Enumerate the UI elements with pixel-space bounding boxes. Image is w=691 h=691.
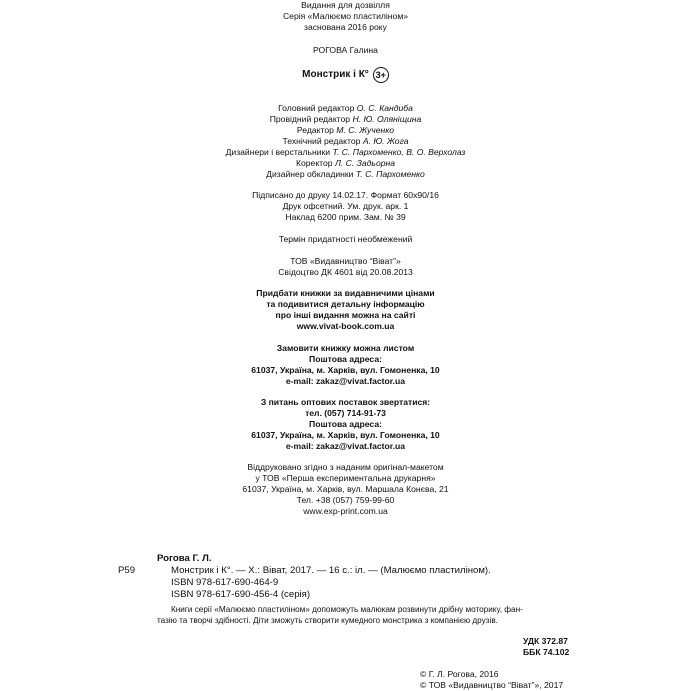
order-email[interactable]: e-mail: zakaz@vivat.factor.ua: [285, 376, 406, 386]
wholesale-email[interactable]: e-mail: zakaz@vivat.factor.ua: [285, 441, 406, 451]
wholesale-line: Поштова адреса:: [309, 419, 382, 429]
udk-code: УДК 372.87: [523, 636, 568, 646]
isbn: ISBN 978-617-690-464-9: [171, 577, 279, 588]
bbk-code: ББК 74.102: [523, 647, 570, 657]
print-info-line: Наклад 6200 прим. Зам. № 39: [285, 212, 406, 222]
printer-website[interactable]: www.exp-print.com.ua: [303, 506, 388, 516]
credit-role: Дизайнери і верстальники: [225, 147, 331, 157]
buy-line: про інші видання можна на сайті: [275, 310, 416, 320]
author-name: РОГОВА Галина: [313, 45, 378, 55]
credit-line: [0, 147, 691, 158]
credit-name: Т. С. Пархоменко: [355, 169, 425, 179]
copyright-line: © ТОВ «Видавництво “Віват”», 2017: [420, 680, 564, 690]
credit-name: М. С. Жученко: [336, 125, 395, 135]
catalog-description: Монстрик і К°. — Х.: Віват, 2017. — 16 с.: іл. — (Малюємо пластиліном).: [171, 565, 491, 576]
publisher-line: ТОВ «Видавництво “Віват”»: [290, 256, 401, 266]
credit-line: [0, 169, 691, 180]
website-link[interactable]: www.vivat-book.com.ua: [296, 321, 395, 331]
publisher-line: Свідоцтво ДК 4601 від 20.08.2013: [278, 267, 413, 277]
credit-line: [0, 103, 691, 114]
print-info-line: Друк офсетний. Ум. друк. арк. 1: [282, 201, 409, 211]
printer-line: Віддруковано згідно з наданим оригінал-макетом: [247, 462, 444, 472]
credit-name: О. С. Кандиба: [356, 103, 413, 113]
credit-role: Провідний редактор: [269, 114, 351, 124]
series-line: Серія «Малюємо пластиліном»: [282, 11, 409, 21]
credit-line: [0, 158, 691, 169]
wholesale-line: З питань оптових поставок звертатися:: [260, 397, 431, 407]
annotation-line: тазію та творчі здібності. Діти зможуть створити кумедного монстрика з компанією друзів.: [157, 616, 498, 625]
catalog-code: Р59: [118, 565, 136, 576]
credit-role: Коректор: [295, 158, 333, 168]
copyright-line: © Г. Л. Рогова, 2016: [420, 669, 499, 679]
isbn-series: ISBN 978-617-690-456-4 (серія): [171, 589, 311, 600]
buy-line: Придбати книжки за видавничими цінами: [256, 288, 435, 298]
credit-role: Дизайнер обкладинки: [266, 169, 354, 179]
credit-name: Т. С. Пархоменко, В. О. Верхолаз: [332, 147, 466, 157]
wholesale-phone: тел. (057) 714-91-73: [305, 408, 386, 418]
credit-line: [0, 125, 691, 136]
annotation-line: Книги серії «Малюємо пластиліном» допоможуть малюкам розвинути дрібну моторику, фан-: [171, 605, 523, 614]
age-badge: 3+: [373, 67, 389, 83]
order-line: Замовити книжку можна листом: [276, 343, 415, 353]
wholesale-line: 61037, Україна, м. Харків, вул. Гомоненка, 10: [251, 430, 440, 440]
credit-role: Технічний редактор: [282, 136, 361, 146]
series-line: заснована 2016 року: [304, 22, 387, 32]
printer-phone: Тел. +38 (057) 759-99-60: [296, 495, 395, 505]
buy-line: та подивитися детальну інформацію: [266, 299, 425, 309]
order-line: 61037, Україна, м. Харків, вул. Гомоненка, 10: [251, 365, 440, 375]
credit-name: Н. Ю. Оляніщина: [352, 114, 422, 124]
credit-line: [0, 114, 691, 125]
book-title: Монстрик і К°: [302, 69, 369, 80]
credit-role: Головний редактор: [278, 103, 355, 113]
credit-name: А. Ю. Жога: [362, 136, 409, 146]
printer-line: у ТОВ «Перша експериментальна друкарня»: [255, 473, 436, 483]
catalog-author: Рогова Г. Л.: [157, 553, 212, 564]
printer-line: 61037, Україна, м. Харків, вул. Маршала Конєва, 21: [242, 484, 449, 494]
order-line: Поштова адреса:: [309, 354, 382, 364]
book-title-row: [0, 66, 691, 83]
print-info-line: Підписано до друку 14.02.17. Формат 60х90/16: [252, 190, 439, 200]
credit-role: Редактор: [296, 125, 334, 135]
credit-line: [0, 136, 691, 147]
credit-name: Л. С. Задьорна: [334, 158, 396, 168]
shelf-life: Термін придатності необмежений: [278, 234, 413, 244]
series-line: Видання для дозвілля: [301, 0, 390, 10]
